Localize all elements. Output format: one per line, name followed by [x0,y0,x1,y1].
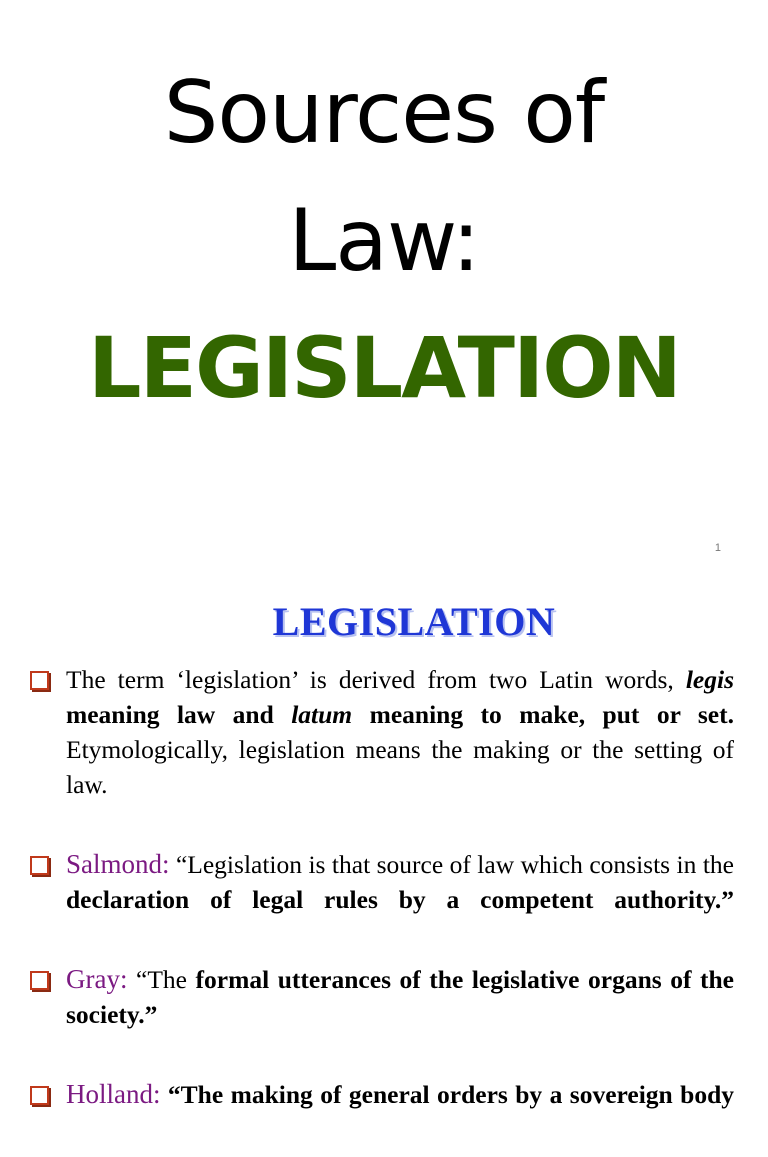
bullet-salmond: Salmond: “Legislation is that source of law which consists in the declaration of legal rules by a competent authority.” [28,847,734,952]
author-name: Gray: [66,964,128,994]
checkbox-bullet-icon [30,671,49,690]
title-line-1: Sources of [163,63,605,163]
checkbox-bullet-icon [30,856,49,875]
checkbox-bullet-icon [30,971,49,990]
title-legislation: LEGISLATION [88,319,680,417]
bullet-etymology: The term ‘legislation’ is derived from two Latin words, legis meaning law and latum meaning to make, put or set. Etymologically, legislation means the making or the setting of law. [28,662,734,837]
author-name: Salmond: [66,849,170,879]
checkbox-bullet-icon [30,1086,49,1105]
content-slide [0,576,768,1109]
page-number: 1 [714,542,721,554]
slide-heading: LEGISLATION [272,599,556,644]
bullet-gray: Gray: “The formal utterances of the legislative organs of the society.” [28,962,734,1067]
title-line-2: Law: [288,191,480,291]
bullet-list [28,662,734,1157]
title-slide [0,0,768,576]
bullet-holland: Holland: “The making of general orders by a sovereign body [28,1077,734,1147]
author-name: Holland: [66,1079,161,1109]
